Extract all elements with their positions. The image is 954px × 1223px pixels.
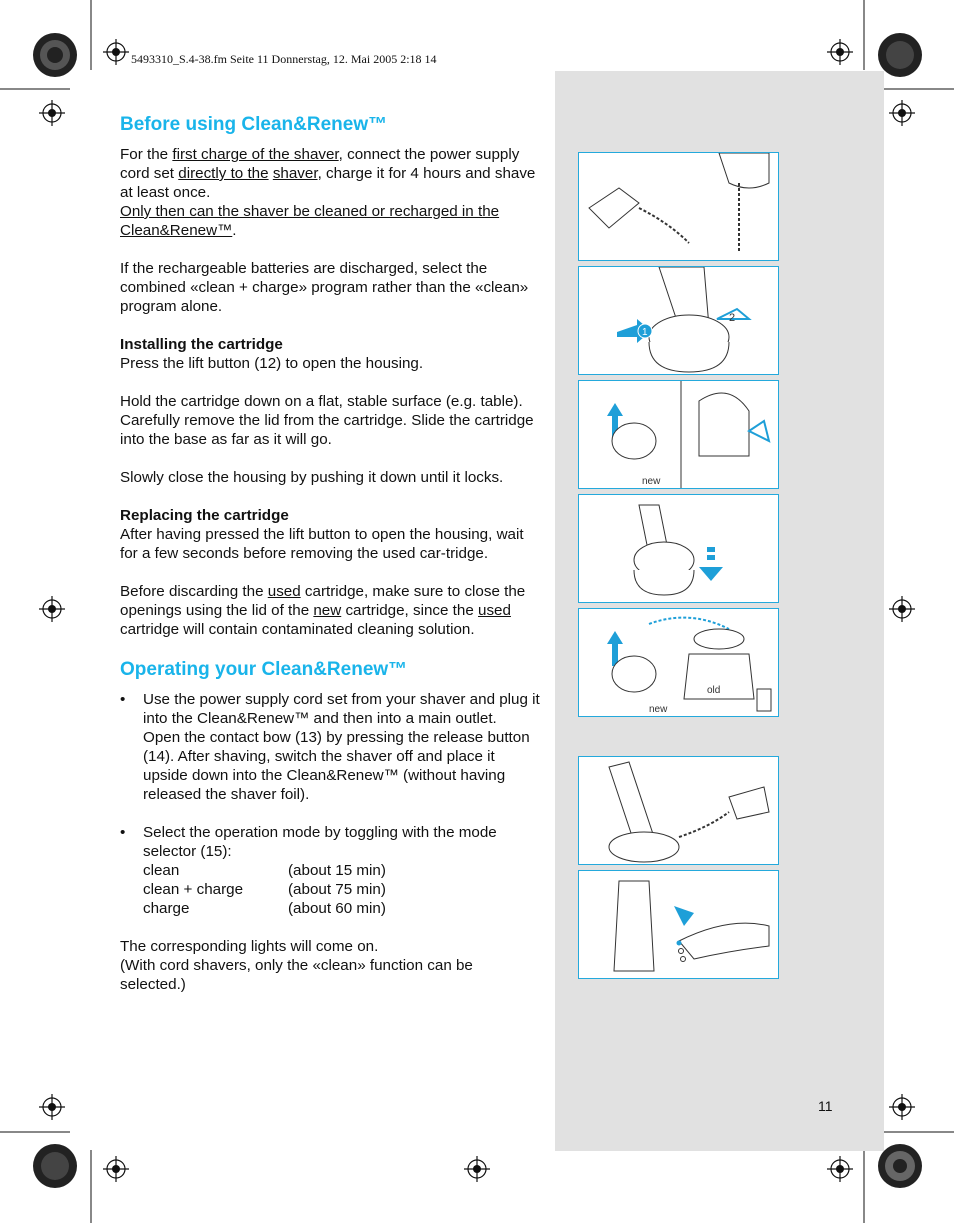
instruction-text bbox=[120, 113, 540, 994]
figure-close-housing bbox=[578, 494, 779, 603]
figure-power-cord bbox=[578, 152, 779, 261]
figure-insert-shaver bbox=[578, 266, 779, 375]
replacing-heading: Replacing the cartridge bbox=[120, 507, 289, 524]
label-new: new bbox=[642, 476, 661, 487]
installing-step-1: Press the lift button (12) to open the housing. bbox=[120, 355, 424, 372]
mode-row: clean (about 15 min) bbox=[143, 862, 386, 879]
list-item: • Use the power supply cord set from your shaver and plug it into the Clean&Renew™ and then into a main outlet. Open the contact bow (13) by pressing the release button (14). After shaving, switch the shaver off and place it upside down into the Clean&Renew™ (without having released the shaver foil). bbox=[120, 691, 540, 803]
figure-connect-cord bbox=[578, 756, 779, 865]
replacing-step-2: Before discarding the used cartridge, make sure to close the openings using the lid of the new cartridge, since the used cartridge will contain contaminated cleaning solution. bbox=[120, 583, 526, 638]
replacing-step-1: After having pressed the lift button to open the housing, wait for a few seconds before removing the used car-tridge. bbox=[120, 526, 524, 562]
page-number: 11 bbox=[818, 1098, 833, 1114]
section-title-before-using: Before using Clean&Renew™ bbox=[120, 114, 388, 135]
mode-row: clean + charge (about 75 min) bbox=[143, 881, 386, 898]
discharged-paragraph: If the rechargeable batteries are discharged, select the combined «clean + charge» program rather than the «clean» program alone. bbox=[120, 260, 529, 315]
installing-step-2: Hold the cartridge down on a flat, stable surface (e.g. table). Carefully remove the lid from the cartridge. Slide the cartridge into the base as far as it will go. bbox=[120, 393, 534, 448]
step-number-1: 1 bbox=[642, 327, 648, 338]
list-item: • Select the operation mode by toggling with the mode selector (15): clean (about 15 min) clean + charge (about 75 min) charge (about 60 min) bbox=[120, 823, 540, 918]
installing-heading: Installing the cartridge bbox=[120, 336, 283, 353]
mode-row: charge (about 60 min) bbox=[143, 900, 386, 917]
operating-list bbox=[120, 690, 540, 918]
installing-step-3: Slowly close the housing by pushing it down until it locks. bbox=[120, 469, 504, 486]
figure-replace-cartridge bbox=[578, 608, 779, 717]
label-old: old bbox=[707, 685, 721, 696]
bullet-icon: • bbox=[120, 691, 126, 708]
section-title-operating: Operating your Clean&Renew™ bbox=[120, 659, 408, 680]
bullet-icon: • bbox=[120, 824, 126, 841]
lights-paragraph: The corresponding lights will come on. bbox=[120, 938, 379, 955]
figure-install-cartridge bbox=[578, 380, 779, 489]
figure-mode-selector bbox=[578, 870, 779, 979]
cord-shaver-note: (With cord shavers, only the «clean» function can be selected.) bbox=[120, 957, 473, 993]
label-new: new bbox=[649, 704, 668, 715]
step-number-2: 2 bbox=[729, 312, 736, 324]
file-info-header: 5493310_S.4-38.fm Seite 11 Donnerstag, 12. Mai 2005 2:18 14 bbox=[131, 52, 437, 66]
first-charge-paragraph: For the first charge of the shaver, connect the power supply cord set directly to the shaver, charge it for 4 hours and shave at least once. Only then can the shaver be cleaned or recharged in the Clean&Renew™. bbox=[120, 146, 536, 239]
